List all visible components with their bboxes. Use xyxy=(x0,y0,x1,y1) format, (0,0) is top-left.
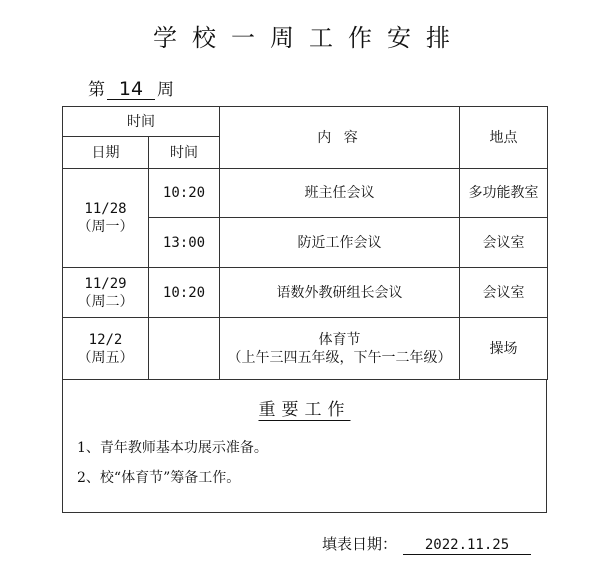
fill-date-value: 2022.11.25 xyxy=(403,536,531,555)
header-time: 时间 xyxy=(149,137,220,169)
date-value: 12/2 xyxy=(88,331,123,348)
content-line: （上午三四五年级，下午一二年级） xyxy=(227,349,452,366)
place-cell: 操场 xyxy=(460,318,548,380)
date-cell xyxy=(63,169,149,268)
header-place: 地点 xyxy=(460,107,548,169)
important-work-section xyxy=(62,379,547,513)
table-row xyxy=(63,318,548,380)
week-number-line xyxy=(88,75,174,100)
week-suffix: 周 xyxy=(157,80,174,100)
schedule-table xyxy=(62,106,548,380)
time-cell xyxy=(149,318,220,380)
fill-date-label: 填表日期： xyxy=(322,535,398,553)
table-row xyxy=(63,268,548,318)
list-item: 2、校“体育节”筹备工作。 xyxy=(77,470,241,486)
time-cell: 13:00 xyxy=(149,218,220,268)
week-number: 14 xyxy=(107,79,155,100)
header-content xyxy=(220,107,460,169)
header-row-top xyxy=(63,107,548,137)
important-work-heading-text: 重要工作 xyxy=(258,400,351,420)
content-cell xyxy=(220,318,460,380)
date-cell xyxy=(63,268,149,318)
header-date: 日期 xyxy=(63,137,149,169)
list-item: 1、青年教师基本功展示准备。 xyxy=(77,440,268,456)
time-cell: 10:20 xyxy=(149,268,220,318)
weekday-value: （周五） xyxy=(77,349,134,366)
content-cell: 班主任会议 xyxy=(220,169,460,218)
important-work-heading xyxy=(63,395,546,420)
time-cell: 10:20 xyxy=(149,169,220,218)
content-cell: 防近工作会议 xyxy=(220,218,460,268)
weekday-value: （周二） xyxy=(77,293,134,310)
weekday-value: （周一） xyxy=(77,219,134,235)
table-row xyxy=(63,169,548,218)
content-line: 体育节 xyxy=(318,331,361,348)
date-value: 11/28 xyxy=(84,201,127,217)
header-content-label: 内 容 xyxy=(317,129,362,146)
date-cell xyxy=(63,318,149,380)
header-time-group: 时间 xyxy=(63,107,220,137)
place-cell: 多功能教室 xyxy=(460,169,548,218)
date-value: 11/29 xyxy=(84,275,127,292)
place-cell: 会议室 xyxy=(460,218,548,268)
content-cell: 语数外教研组长会议 xyxy=(220,268,460,318)
week-prefix: 第 xyxy=(88,80,105,100)
fill-date-line xyxy=(322,533,531,555)
place-cell: 会议室 xyxy=(460,268,548,318)
document-title: 学校一周工作安排 xyxy=(153,24,465,52)
